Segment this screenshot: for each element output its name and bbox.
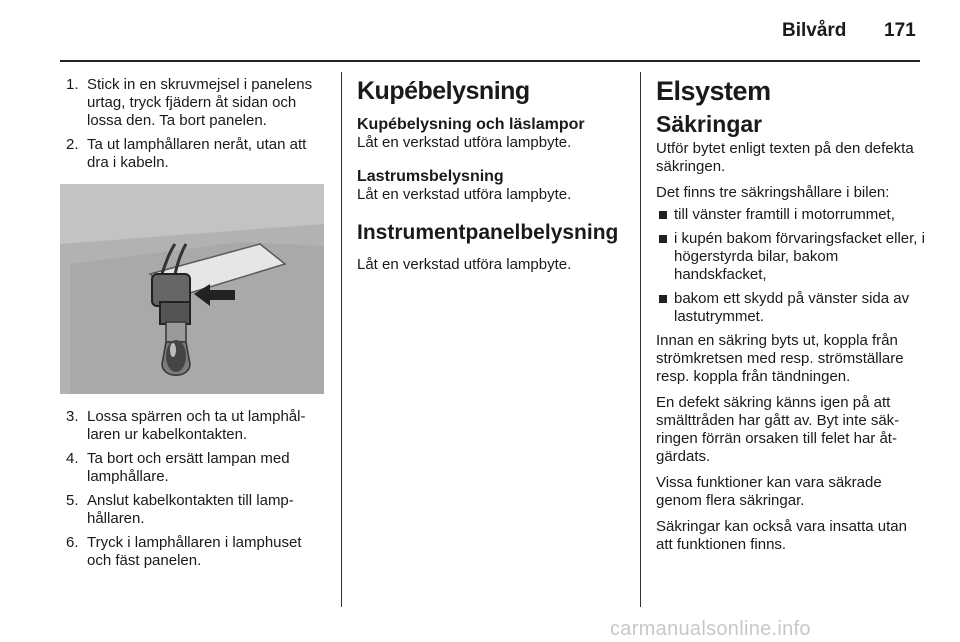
step-item — [60, 76, 326, 130]
paragraph: Innan en säkring byts ut, koppla från strömkretsen med resp. strömställare resp. koppla från tändningen. — [656, 332, 904, 385]
step-number: 5. — [66, 492, 79, 509]
watermark-text: carmanualsonline.info — [610, 618, 811, 640]
step-text: Anslut kabelkontakten till lamphållaren. — [87, 492, 294, 527]
column-right — [656, 76, 926, 562]
list-item — [656, 230, 926, 284]
step-text: Lossa spärren och ta ut lamphållaren ur kabelkontakten. — [87, 408, 306, 443]
column-divider — [341, 72, 342, 607]
steps-list-bottom — [60, 408, 326, 570]
paragraph: Det finns tre säkringshållare i bilen: — [656, 184, 890, 201]
steps-list-top — [60, 76, 326, 172]
section-title: Bilvård — [782, 20, 847, 41]
column-divider — [640, 72, 641, 607]
step-text: Tryck i lamphållaren i lamphuset och fäst panelen. — [87, 534, 302, 569]
list-item-text: bakom ett skydd på vänster sida av lastutrymmet. — [674, 290, 910, 325]
subsection — [357, 168, 625, 204]
step-text: Ta bort och ersätt lampan med lamphållare. — [87, 450, 290, 485]
list-item-text: till vänster framtill i motorrummet, — [674, 206, 895, 223]
heading-instrumentpanel: Instrumentpanelbelysning — [357, 221, 619, 244]
column-middle — [357, 76, 625, 282]
bullet-icon — [659, 211, 667, 219]
subsection — [357, 116, 625, 152]
paragraph: Utför bytet enligt texten på den defekta säkringen. — [656, 140, 914, 175]
step-item — [60, 136, 326, 172]
heading-kupebelysning: Kupébelysning — [357, 77, 530, 105]
subheading: Lastrumsbelysning — [357, 168, 504, 185]
paragraph: Låt en verkstad utföra lampbyte. — [357, 134, 572, 151]
step-item — [60, 492, 326, 528]
bullet-icon — [659, 295, 667, 303]
list-item-text: i kupén bakom förvaringsfacket eller, i högerstyrda bilar, bakom handskfacket, — [674, 230, 925, 283]
list-item — [656, 206, 926, 224]
step-number: 4. — [66, 450, 79, 467]
column-left — [60, 76, 326, 576]
paragraph: Låt en verkstad utföra lampbyte. — [357, 256, 572, 273]
header-divider — [60, 60, 920, 62]
step-number: 1. — [66, 76, 79, 93]
step-item — [60, 408, 326, 444]
lamp-holder-illustration — [60, 184, 324, 394]
fuse-location-list — [656, 206, 926, 326]
paragraph: En defekt säkring känns igen på att smälttråden har gått av. Byt inte säkringen förrän orsaken till felet har åtgärdats. — [656, 394, 900, 465]
heading-elsystem: Elsystem — [656, 76, 771, 106]
step-item — [60, 534, 326, 570]
step-text: Stick in en skruvmejsel i panelens urtag, tryck fjädern åt sidan och lossa den. Ta bort panelen. — [87, 76, 313, 129]
step-number: 3. — [66, 408, 79, 425]
paragraph: Säkringar kan också vara insatta utan att funktionen finns. — [656, 518, 907, 553]
heading-sakringar: Säkringar — [656, 111, 763, 137]
paragraph: Vissa funktioner kan vara säkrade genom flera säkringar. — [656, 474, 882, 509]
page-number: 171 — [884, 20, 916, 41]
list-item — [656, 290, 926, 326]
step-text: Ta ut lamphållaren neråt, utan att dra i kabeln. — [87, 136, 307, 171]
step-number: 2. — [66, 136, 79, 153]
step-item — [60, 450, 326, 486]
subheading: Kupébelysning och läslampor — [357, 116, 585, 133]
bullet-icon — [659, 235, 667, 243]
paragraph: Låt en verkstad utföra lampbyte. — [357, 186, 572, 203]
step-number: 6. — [66, 534, 79, 551]
